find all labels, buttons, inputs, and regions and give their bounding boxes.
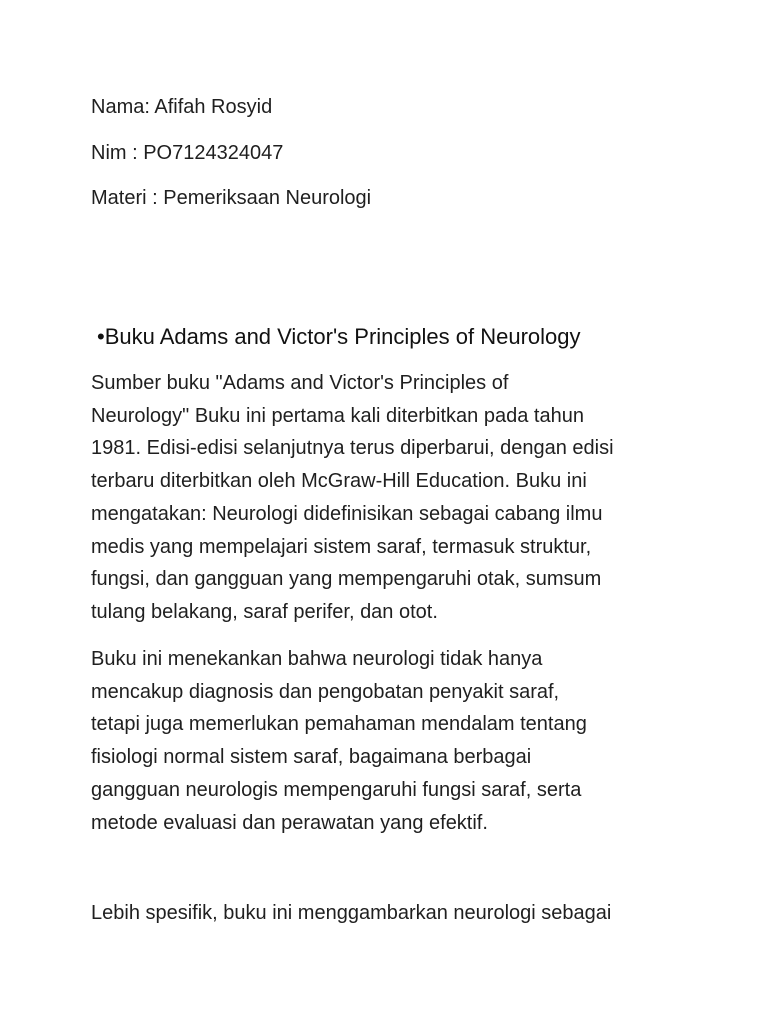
- paragraph-source-definition: Sumber buku "Adams and Victor's Principles of Neurology" Buku ini pertama kali diterbitkan pada tahun 1981. Edisi-edisi selanjutnya terus diperbarui, dengan edisi terbaru diterbitkan oleh McGraw-Hill Education. Buku ini mengatakan: Neurologi didefinisikan sebagai cabang ilmu medis yang mempelajari sistem saraf, termasuk struktur, fungsi, dan gangguan yang mempengaruhi otak, sumsum tulang belakang, saraf perifer, dan otot.: [91, 372, 614, 623]
- material-topic: Materi : Pemeriksaan Neurologi: [91, 187, 372, 209]
- student-nim: Nim : PO7124324047: [91, 142, 284, 164]
- section-heading: •Buku Adams and Victor's Principles of Neurology: [97, 324, 581, 349]
- student-name: Nama: Afifah Rosyid: [91, 96, 273, 118]
- paragraph-neurology-scope: Buku ini menekankan bahwa neurologi tidak hanya mencakup diagnosis dan pengobatan penyakit saraf, tetapi juga memerlukan pemahaman mendalam tentang fisiologi normal sistem saraf, bagaimana berbagai gangguan neurologis mempengaruhi fungsi saraf, serta metode evaluasi dan perawatan yang efektif.: [91, 648, 587, 834]
- paragraph-specific: Lebih spesifik, buku ini menggambarkan neurologi sebagai: [91, 902, 612, 924]
